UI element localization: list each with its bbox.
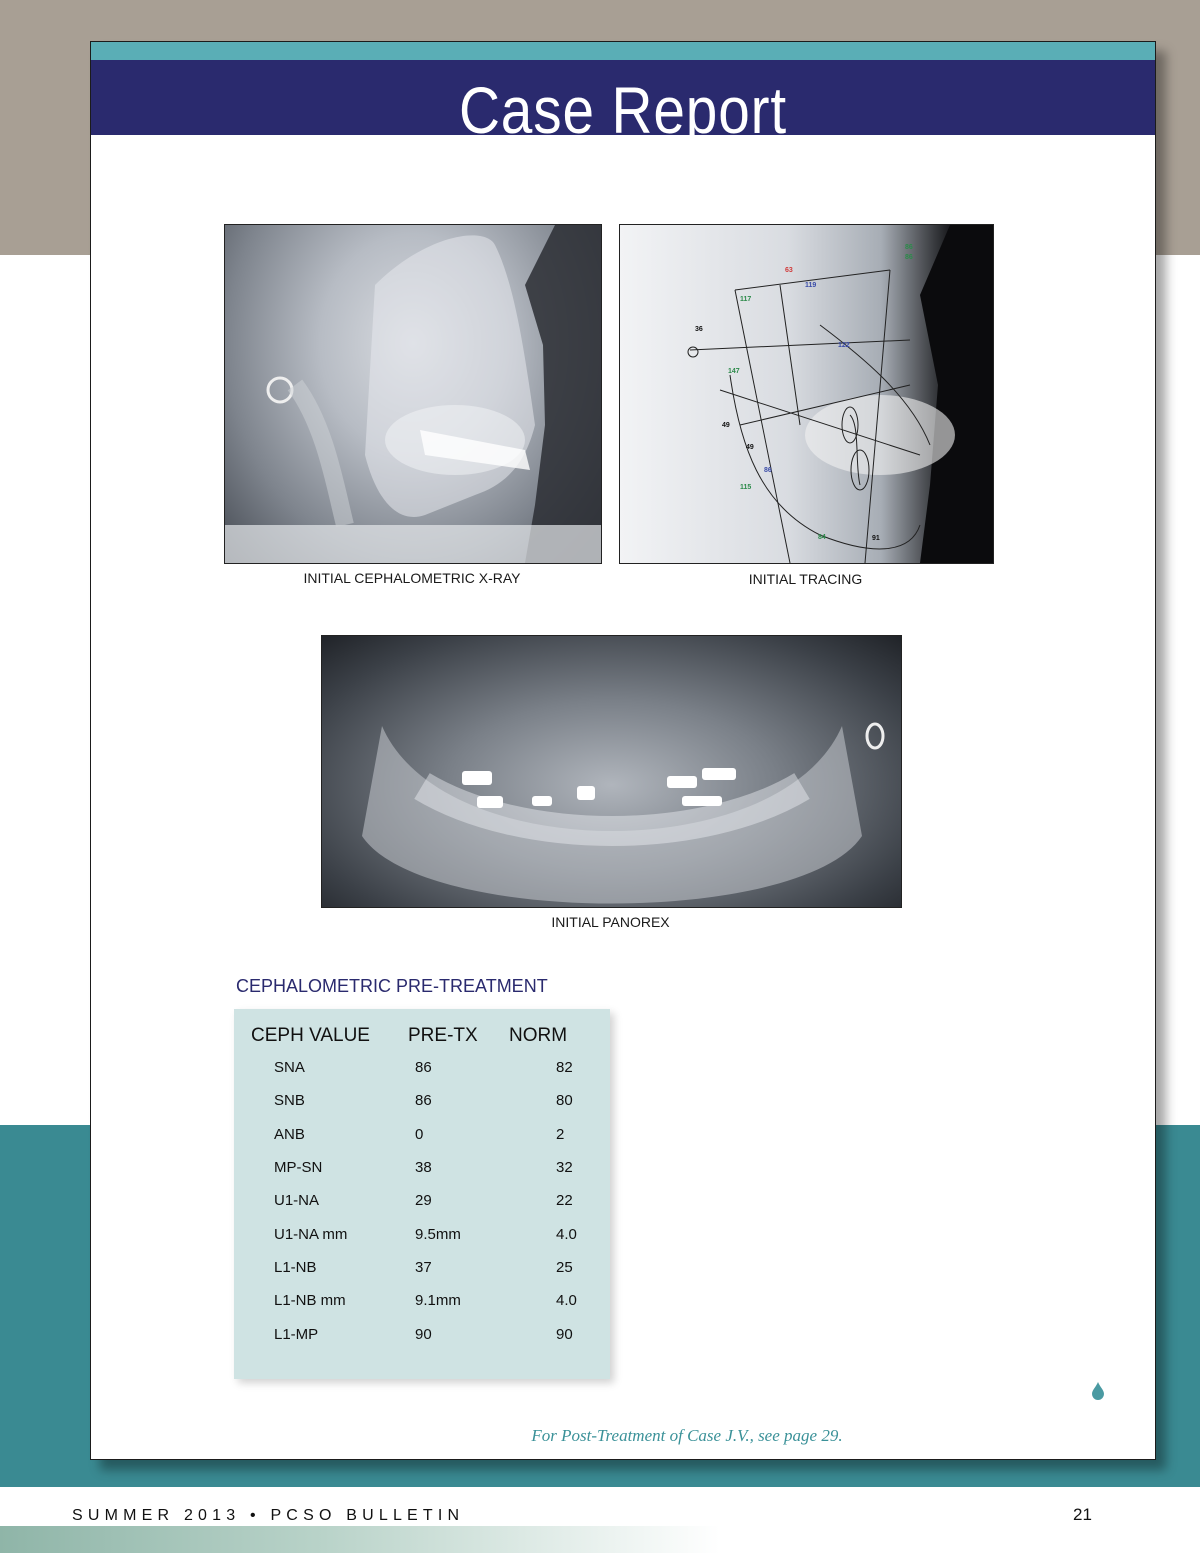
ceph-value-cell: SNB — [274, 1092, 305, 1109]
tracing-label: 91 — [872, 535, 880, 542]
table-row — [234, 1192, 610, 1212]
tracing-illustration — [620, 225, 993, 563]
column-header-pre-tx: PRE-TX — [408, 1025, 478, 1046]
table-row — [234, 1126, 610, 1146]
table-row — [234, 1092, 610, 1112]
ceph-value-cell: U1-NA — [274, 1192, 320, 1209]
norm-cell: 90 — [556, 1326, 573, 1343]
water-drop-icon — [1091, 1382, 1105, 1400]
header-band — [91, 60, 1155, 147]
table-row — [234, 1226, 610, 1246]
tracing-label: 84 — [818, 534, 826, 541]
tracing-label: 117 — [740, 296, 752, 303]
table-row — [234, 1159, 610, 1179]
ceph-value-cell: ANB — [274, 1126, 305, 1143]
pre-tx-cell: 29 — [415, 1192, 432, 1209]
pre-tx-cell: 9.5mm — [415, 1226, 461, 1243]
caption-initial-panorex: INITIAL PANOREX — [551, 914, 670, 930]
tracing-label: 115 — [740, 484, 752, 491]
norm-cell: 80 — [556, 1092, 573, 1109]
footer-publication: SUMMER 2013 • PCSO BULLETIN — [72, 1507, 465, 1524]
ceph-value-cell: U1-NA mm — [274, 1226, 348, 1243]
tracing-label: 119 — [805, 282, 817, 289]
tracing-label: 147 — [728, 368, 740, 375]
background-bottom-gradient — [0, 1526, 720, 1553]
post-treatment-footnote: For Post-Treatment of Case J.V., see page 29. — [531, 1426, 843, 1445]
pre-tx-cell: 9.1mm — [415, 1292, 461, 1309]
norm-cell: 4.0 — [556, 1292, 577, 1309]
ceph-values-table — [234, 1009, 610, 1379]
tracing-label: 49 — [722, 422, 730, 429]
table-row — [234, 1292, 610, 1312]
page-sheet — [90, 41, 1156, 1460]
tracing-label: 86 — [905, 254, 913, 261]
column-header-norm: NORM — [509, 1025, 568, 1046]
norm-cell: 2 — [556, 1126, 565, 1143]
tracing-label: 122 — [838, 342, 850, 349]
table-row — [234, 1259, 610, 1279]
ceph-value-cell: L1-NB — [274, 1259, 317, 1276]
table-row — [234, 1059, 610, 1079]
initial-tracing-image — [619, 224, 994, 564]
tracing-label: 86 — [905, 244, 913, 251]
page-title: Case Report — [458, 73, 788, 147]
panoramic-xray-image — [321, 635, 902, 908]
cephalometric-xray-image — [224, 224, 602, 564]
ceph-value-cell: SNA — [274, 1059, 305, 1076]
caption-cephalometric-xray: INITIAL CEPHALOMETRIC X-RAY — [303, 570, 521, 586]
tracing-label: 49 — [746, 444, 754, 451]
norm-cell: 82 — [556, 1059, 573, 1076]
pre-tx-cell: 37 — [415, 1259, 432, 1276]
norm-cell: 32 — [556, 1159, 573, 1176]
tracing-label: 36 — [695, 326, 703, 333]
pre-tx-cell: 90 — [415, 1326, 432, 1343]
pre-tx-cell: 86 — [415, 1059, 432, 1076]
xray-illustration — [225, 225, 601, 563]
norm-cell: 25 — [556, 1259, 573, 1276]
table-row — [234, 1326, 610, 1346]
ceph-value-cell: L1-MP — [274, 1326, 319, 1343]
pre-tx-cell: 86 — [415, 1092, 432, 1109]
ceph-value-cell: MP-SN — [274, 1159, 323, 1176]
tracing-label: 63 — [785, 267, 793, 274]
pre-tx-cell: 0 — [415, 1126, 424, 1143]
panorex-illustration — [322, 636, 901, 907]
norm-cell: 22 — [556, 1192, 573, 1209]
footer-page-number: 21 — [1073, 1505, 1092, 1524]
norm-cell: 4.0 — [556, 1226, 577, 1243]
pre-tx-cell: 38 — [415, 1159, 432, 1176]
column-header-ceph-value: CEPH VALUE — [251, 1025, 370, 1046]
ceph-value-cell: L1-NB mm — [274, 1292, 346, 1309]
tracing-label: 86 — [764, 467, 772, 474]
header-teal-strip — [91, 42, 1155, 60]
ceph-section-title: CEPHALOMETRIC PRE-TREATMENT — [236, 976, 548, 996]
caption-initial-tracing: INITIAL TRACING — [748, 571, 863, 587]
